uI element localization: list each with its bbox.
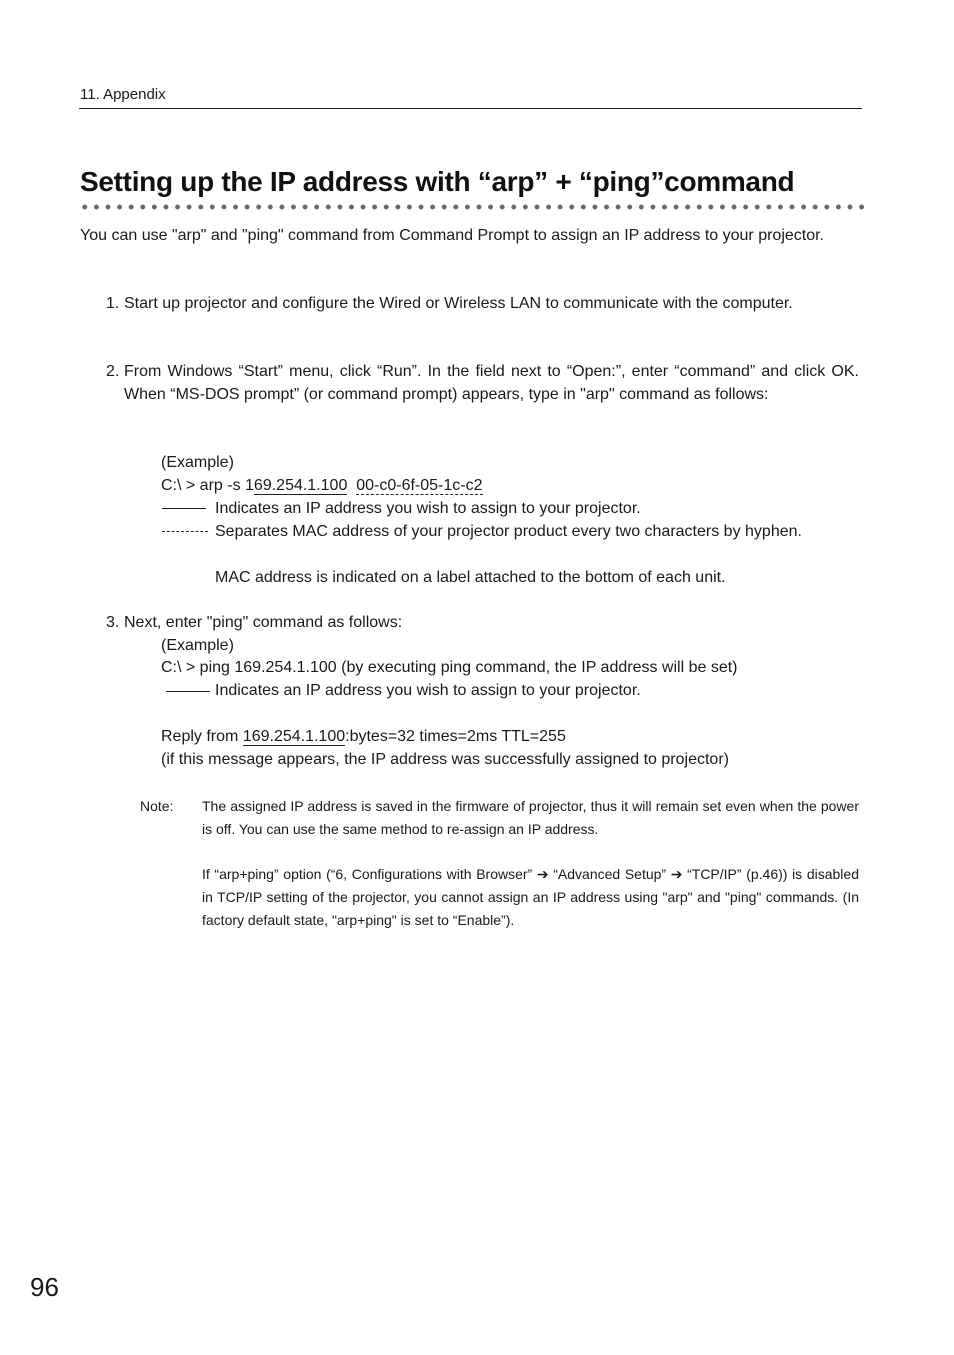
page-number: 96: [30, 1272, 59, 1302]
step-3-text: Next, enter "ping" command as follows:: [124, 614, 403, 631]
arp-command-ip: 69.254.1.100: [253, 477, 348, 494]
ping-command: [161, 656, 738, 679]
ping-command-suffix: (by executing ping command, the IP address will be set): [336, 659, 738, 676]
note-para2-part-a: If “arp+ping” option (“6, Configurations with Browser”: [202, 866, 537, 882]
step-2-example-label: (Example): [161, 454, 234, 471]
reply-message: [161, 725, 566, 748]
step-3-number: 3.: [106, 614, 120, 631]
solid-leader-line: [166, 691, 210, 692]
ping-command-prefix: C:\ > ping: [161, 659, 235, 676]
dotted-leader-line: [162, 531, 208, 532]
header-divider: [79, 108, 862, 109]
arp-ip-explanation: Indicates an IP address you wish to assign to your projector.: [215, 500, 641, 517]
arp-command-mac: 00-c0-6f-05-1c-c2: [356, 477, 483, 494]
arp-command: [161, 474, 483, 497]
reply-prefix: Reply from: [161, 728, 243, 745]
step-2-text: From Windows “Start” menu, click “Run”. In the field next to “Open:”, enter “command” and click OK. When “MS-DOS prompt” (or command prompt) appears, type in "arp" command as follows:: [124, 363, 859, 403]
reply-note: (if this message appears, the IP address was successfully assigned to projector): [161, 751, 729, 768]
arrow-right-icon: ➔: [670, 866, 683, 882]
step-2-number: 2.: [106, 363, 120, 380]
reply-ip: 169.254.1.100: [242, 728, 346, 745]
ping-command-ip: 169.254.1.100: [234, 659, 337, 676]
step-3-example-label: (Example): [161, 637, 234, 654]
ping-ip-explanation: Indicates an IP address you wish to assign to your projector.: [215, 682, 641, 699]
note-paragraph-2: [202, 863, 859, 932]
note-para2-part-c: “TCP/IP” (p.46)) is disabled in TCP/IP setting of the projector, you cannot assign an IP address using "arp" and "ping" commands. (In factory default state, "arp+ping" is set to “Enable”).: [202, 866, 859, 928]
mac-label-note: MAC address is indicated on a label attached to the bottom of each unit.: [215, 569, 726, 586]
reply-suffix: :bytes=32 times=2ms TTL=255: [345, 728, 566, 745]
arp-command-prefix: C:\ > arp -s 1: [161, 477, 254, 494]
section-header: 11. Appendix: [80, 86, 166, 103]
solid-leader-line: [162, 508, 206, 509]
note-label: Note:: [140, 798, 174, 814]
page-title: Setting up the IP address with “arp” + “ping”command: [80, 166, 795, 197]
note-paragraph-1: The assigned IP address is saved in the firmware of projector, thus it will remain set even when the power is off. You can use the same method to re-assign an IP address.: [202, 798, 859, 837]
arrow-right-icon: ➔: [536, 866, 549, 882]
step-1-text: Start up projector and configure the Wired or Wireless LAN to communicate with the computer.: [124, 295, 793, 312]
note-para2-part-b: “Advanced Setup”: [548, 866, 671, 882]
mac-explanation: Separates MAC address of your projector product every two characters by hyphen.: [215, 523, 802, 540]
step-1-number: 1.: [106, 295, 120, 312]
dotted-divider: [79, 203, 866, 211]
intro-paragraph: You can use "arp" and "ping" command from Command Prompt to assign an IP address to your projector.: [80, 227, 824, 244]
